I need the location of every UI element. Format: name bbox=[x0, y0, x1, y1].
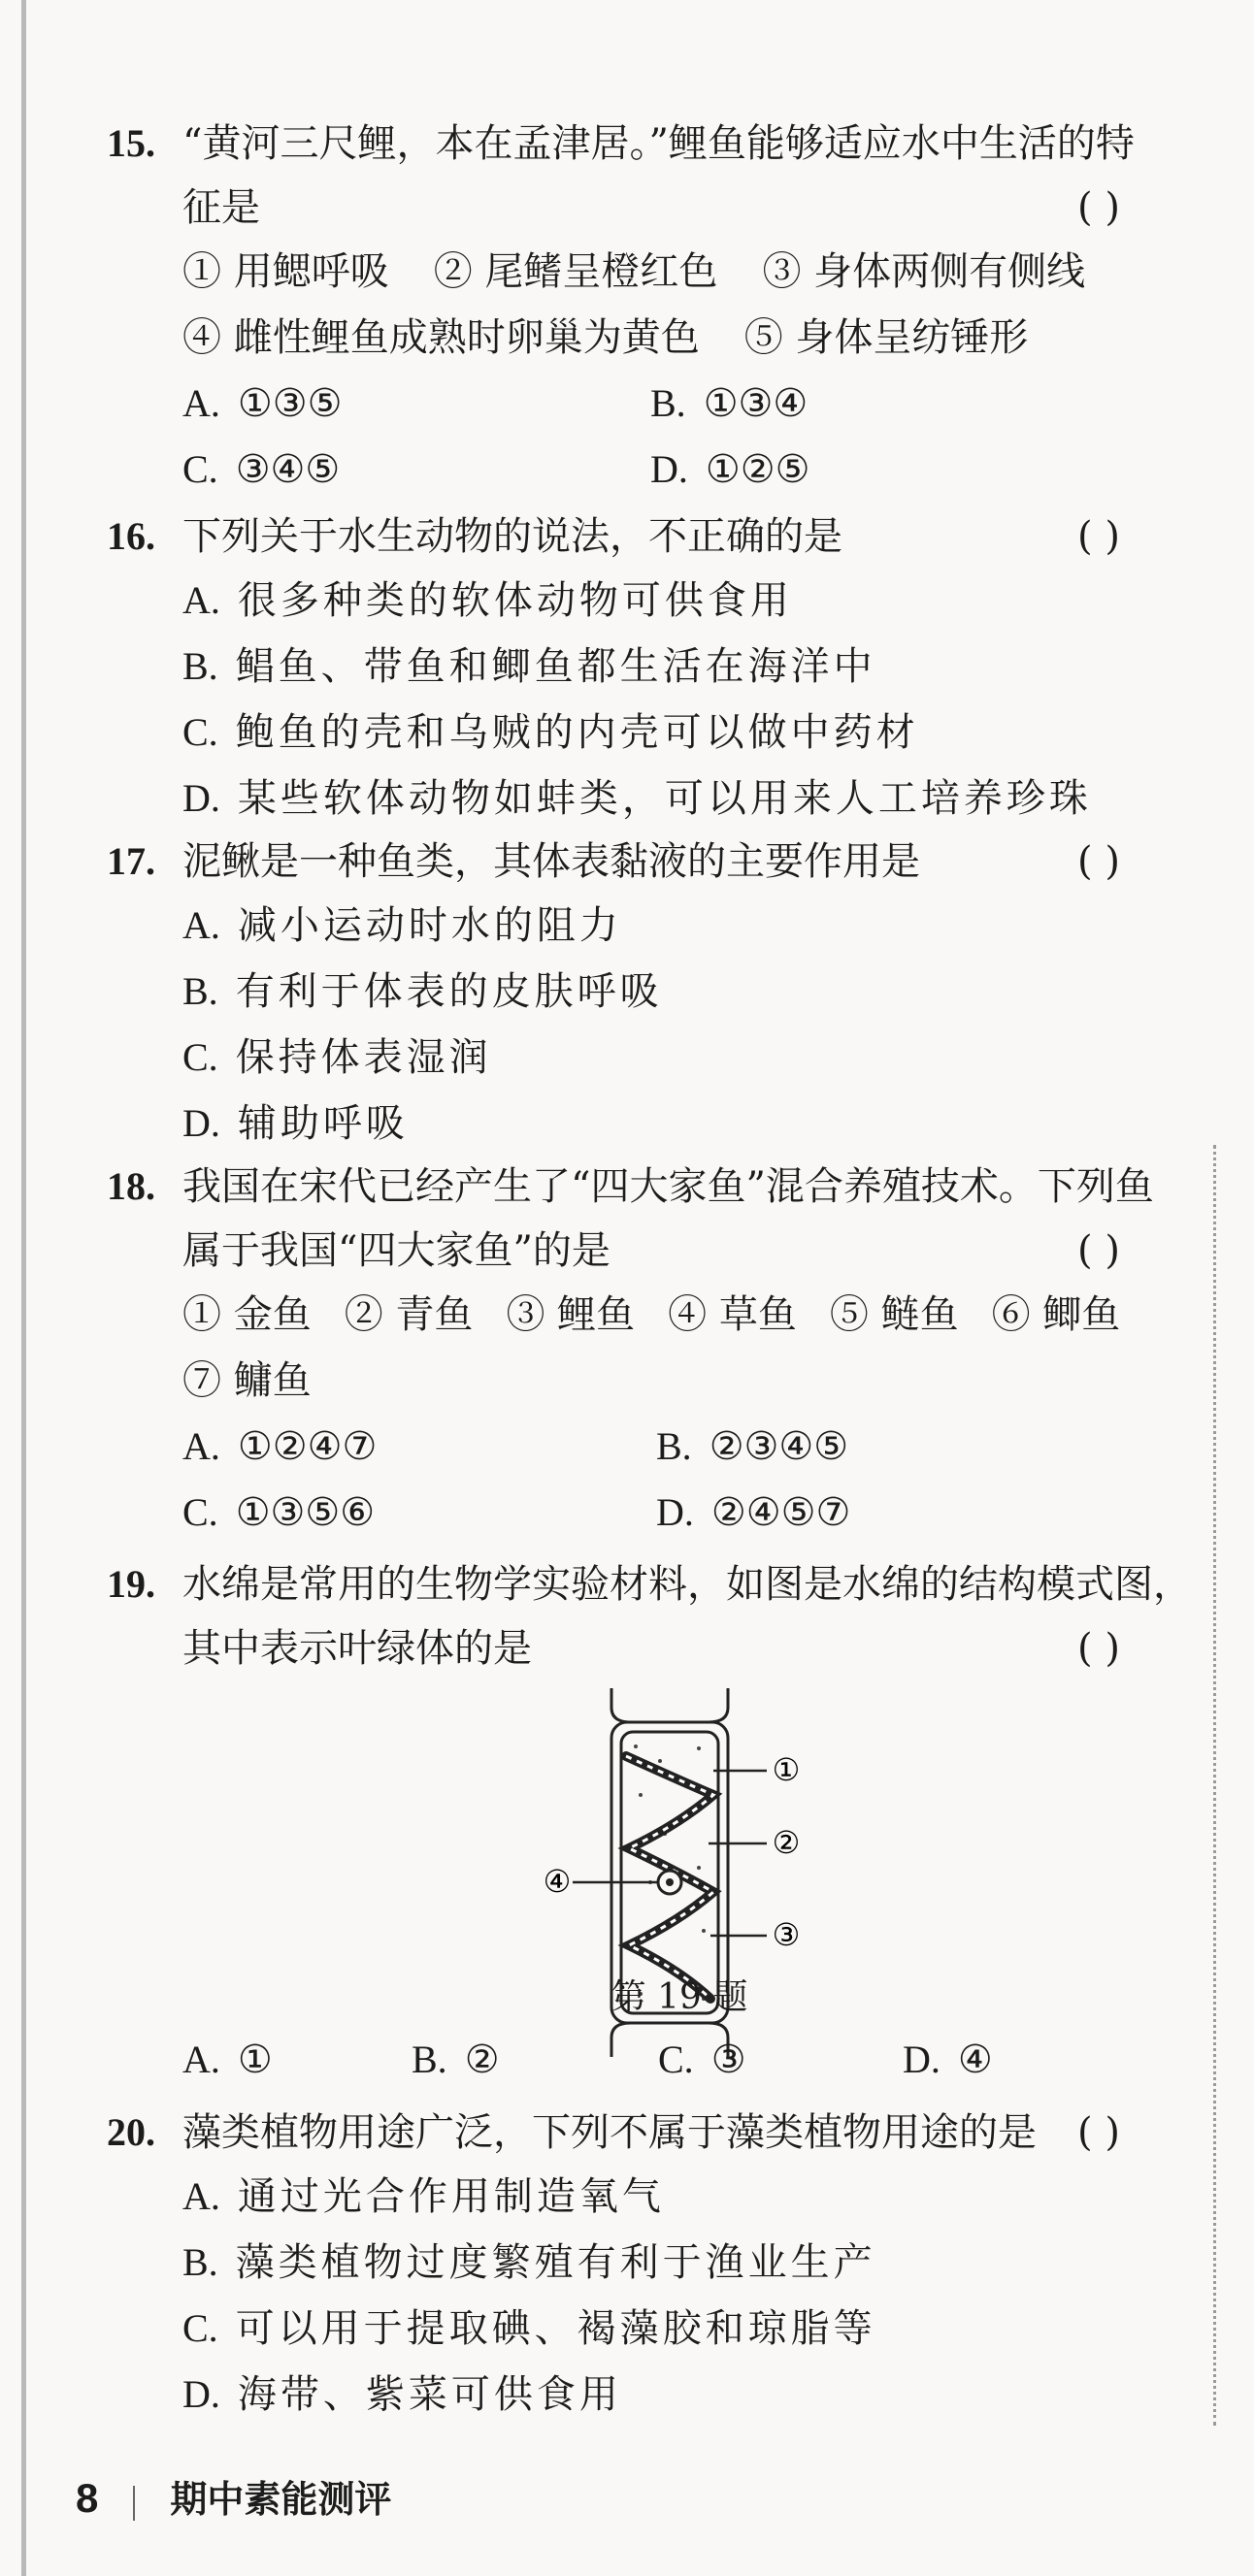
page-footer bbox=[76, 2469, 391, 2523]
statement-line bbox=[182, 240, 1204, 306]
question-19-options bbox=[107, 2028, 1204, 2094]
label-3: ③ bbox=[772, 1916, 801, 1953]
option-b[interactable]: B. 鲳鱼、带鱼和鲫鱼都生活在海洋中 bbox=[182, 644, 876, 689]
statement: ④ 草鱼 bbox=[668, 1292, 797, 1337]
answer-blank[interactable]: ( ) bbox=[1077, 514, 1120, 559]
option-c[interactable]: C. ①③⑤⑥ bbox=[182, 1490, 376, 1535]
question-number: 17. bbox=[107, 839, 155, 883]
question-20 bbox=[107, 2101, 1204, 2429]
question-number: 20. bbox=[107, 2110, 155, 2154]
statement: ① 用鳃呼吸 bbox=[182, 249, 389, 294]
statement-line bbox=[182, 306, 1204, 372]
option-c[interactable]: C. ③ bbox=[658, 2038, 746, 2082]
question-stem: 我国在宋代已经产生了“四大家鱼”混合养殖技术。下列鱼 bbox=[182, 1164, 1154, 1209]
question-18 bbox=[107, 1155, 1204, 1547]
option-d[interactable]: D. ④ bbox=[903, 2038, 993, 2082]
option-a[interactable]: A. ① bbox=[182, 2038, 273, 2082]
option-c[interactable]: C. ③④⑤ bbox=[182, 447, 341, 492]
statement: ① 金鱼 bbox=[182, 1292, 312, 1337]
statement-line bbox=[182, 1349, 1204, 1415]
question-stem: 其中表示叶绿体的是 bbox=[182, 1626, 532, 1671]
option-b[interactable]: B. 藻类植物过度繁殖有利于渔业生产 bbox=[182, 2240, 876, 2285]
question-stem: 下列关于水生动物的说法，不正确的是 bbox=[182, 514, 842, 559]
option-d[interactable]: D. ①②⑤ bbox=[650, 447, 810, 492]
question-17 bbox=[107, 830, 1204, 1158]
option-b[interactable]: B. ② bbox=[412, 2038, 500, 2082]
option-a[interactable]: A. 很多种类的软体动物可供食用 bbox=[182, 578, 793, 623]
answer-blank[interactable]: ( ) bbox=[1077, 1228, 1120, 1273]
question-stem: “黄河三尺鲤，本在孟津居。”鲤鱼能够适应水中生活的特 bbox=[182, 121, 1135, 166]
label-4: ④ bbox=[544, 1863, 572, 1900]
option-a[interactable]: A. 减小运动时水的阻力 bbox=[182, 903, 622, 948]
option-row bbox=[182, 1481, 1204, 1547]
statement: ③ 鲤鱼 bbox=[506, 1292, 636, 1337]
answer-blank[interactable]: ( ) bbox=[1077, 2110, 1120, 2155]
option-b[interactable]: B. ①③④ bbox=[650, 381, 808, 426]
option-d[interactable]: D. 某些软体动物如蚌类，可以用来人工培养珍珠 bbox=[182, 776, 1092, 821]
answer-blank[interactable]: ( ) bbox=[1077, 1626, 1120, 1671]
question-stem: 藻类植物用途广泛，下列不属于藻类植物用途的是 bbox=[182, 2110, 1037, 2155]
question-stem: 水绵是常用的生物学实验材料，如图是水绵的结构模式图， bbox=[182, 1562, 1192, 1607]
option-c[interactable]: C. 可以用于提取碘、褐藻胶和琼脂等 bbox=[182, 2306, 876, 2351]
statement: ⑥ 鲫鱼 bbox=[991, 1292, 1121, 1337]
statement-line bbox=[182, 1283, 1204, 1349]
option-d[interactable]: D. 辅助呼吸 bbox=[182, 1101, 409, 1146]
option-b[interactable]: B. ②③④⑤ bbox=[656, 1424, 849, 1469]
question-number: 18. bbox=[107, 1164, 155, 1208]
option-c[interactable]: C. 保持体表湿润 bbox=[182, 1035, 492, 1080]
option-row bbox=[182, 2028, 1204, 2094]
option-a[interactable]: A. ①③⑤ bbox=[182, 381, 343, 426]
question-number: 16. bbox=[107, 514, 155, 558]
question-15 bbox=[107, 112, 1204, 504]
statement: ② 尾鳍呈橙红色 bbox=[433, 249, 718, 294]
statement: ⑦ 鳙鱼 bbox=[182, 1358, 312, 1403]
page-edge-right bbox=[1213, 1145, 1216, 2426]
option-a[interactable]: A. ①②④⑦ bbox=[182, 1424, 378, 1469]
question-16 bbox=[107, 505, 1204, 832]
option-d[interactable]: D. ②④⑤⑦ bbox=[656, 1490, 851, 1535]
page-edge-left bbox=[21, 0, 26, 2576]
label-1: ① bbox=[772, 1751, 801, 1788]
answer-blank[interactable]: ( ) bbox=[1077, 839, 1120, 884]
statement: ⑤ 鲢鱼 bbox=[829, 1292, 959, 1337]
option-row bbox=[182, 1415, 1204, 1481]
label-2: ② bbox=[772, 1824, 801, 1861]
option-row bbox=[182, 372, 1204, 438]
question-number: 19. bbox=[107, 1562, 155, 1606]
option-d[interactable]: D. 海带、紫菜可供食用 bbox=[182, 2372, 622, 2417]
question-stem: 泥鳅是一种鱼类，其体表黏液的主要作用是 bbox=[182, 839, 920, 884]
statement: ④ 雌性鲤鱼成熟时卵巢为黄色 bbox=[182, 315, 700, 360]
answer-blank[interactable]: ( ) bbox=[1077, 185, 1120, 230]
figure-caption: 第 19 题 bbox=[610, 1977, 748, 2017]
statement: ② 青鱼 bbox=[344, 1292, 474, 1337]
question-stem: 属于我国“四大家鱼”的是 bbox=[182, 1228, 610, 1273]
option-c[interactable]: C. 鲍鱼的壳和乌贼的内壳可以做中药材 bbox=[182, 710, 919, 755]
option-b[interactable]: B. 有利于体表的皮肤呼吸 bbox=[182, 969, 663, 1014]
question-stem: 征是 bbox=[182, 185, 260, 230]
option-a[interactable]: A. 通过光合作用制造氧气 bbox=[182, 2174, 665, 2219]
statement: ③ 身体两侧有侧线 bbox=[762, 249, 1086, 294]
question-number: 15. bbox=[107, 121, 155, 165]
page-number: 8 bbox=[76, 2475, 99, 2521]
option-row bbox=[182, 438, 1204, 504]
question-19 bbox=[107, 1552, 1204, 1680]
statement: ⑤ 身体呈纺锤形 bbox=[743, 315, 1029, 360]
section-title: 期中素能测评 bbox=[170, 2478, 392, 2521]
footer-divider bbox=[133, 2486, 135, 2521]
